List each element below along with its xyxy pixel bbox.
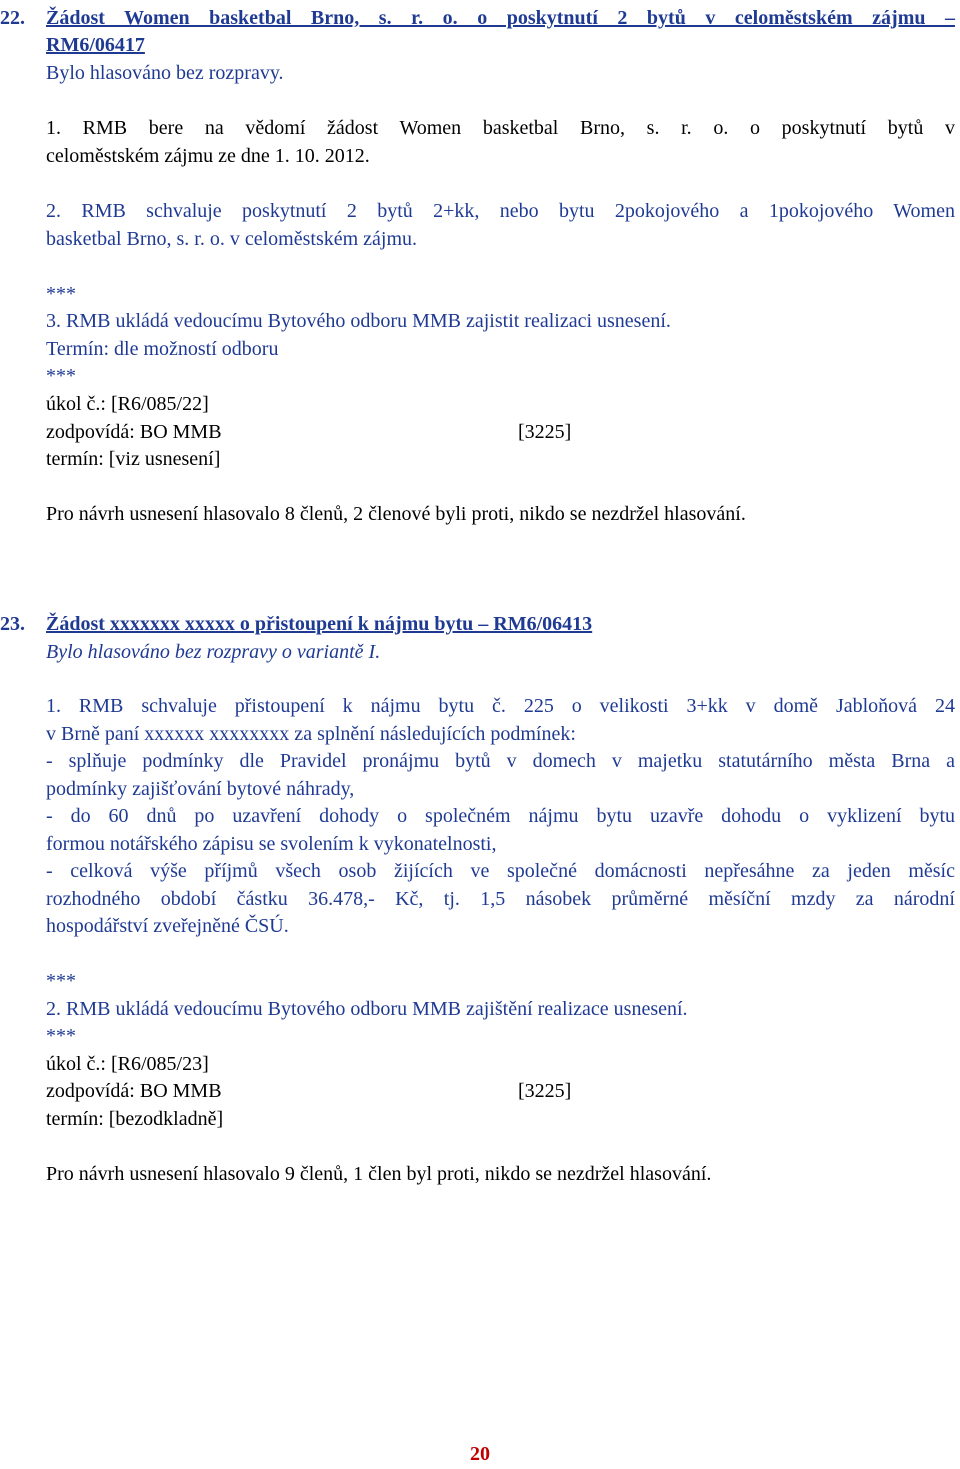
item-23-responsible-label: zodpovídá: BO MMB — [46, 1080, 222, 1102]
item-22-point-1-line-2: celoměstském zájmu ze dne 1. 10. 2012. — [46, 145, 370, 167]
item-23-separator-2: *** — [46, 1025, 76, 1047]
item-22-separator-1: *** — [46, 283, 76, 305]
item-23-separator-1: *** — [46, 970, 76, 992]
item-22-heading-line-1: Žádost Women basketbal Brno, s. r. o. o poskytnutí 2 bytů v celoměstském zájmu – — [46, 7, 955, 29]
item-23-responsible-code: [3225] — [518, 1080, 572, 1102]
item-23-task-id: úkol č.: [R6/085/23] — [46, 1053, 209, 1075]
item-22-responsible-code: [3225] — [518, 421, 572, 443]
item-23-body-line: v Brně paní xxxxxx xxxxxxxx za splnění následujících podmínek: — [46, 723, 576, 745]
item-22-heading-line-2: RM6/06417 — [46, 34, 145, 56]
item-22-point-2-line-2: basketbal Brno, s. r. o. v celoměstském zájmu. — [46, 228, 418, 250]
item-23-task-deadline: termín: [bezodkladně] — [46, 1108, 224, 1130]
item-23-number: 23. — [0, 613, 25, 635]
item-23-body-line: - celková výše příjmů všech osob žijících ve společné domácnosti nepřesáhne za jeden měsíc — [46, 860, 955, 882]
item-23-body-line: formou notářského zápisu se svolením k vykonatelnosti, — [46, 833, 497, 855]
item-22-task-deadline: termín: [viz usnesení] — [46, 448, 221, 470]
item-23-body-line: rozhodného období částku 36.478,- Kč, tj. 1,5 násobek průměrné měsíční mzdy za národní — [46, 888, 955, 910]
item-23-body-line: 1. RMB schvaluje přistoupení k nájmu bytu č. 225 o velikosti 3+kk v domě Jabloňová 24 — [46, 695, 955, 717]
item-22-number: 22. — [0, 7, 25, 29]
item-22-separator-2: *** — [46, 365, 76, 387]
item-23-body-line: - splňuje podmínky dle Pravidel pronájmu bytů v domech v majetku statutárního města Brna a — [46, 750, 955, 772]
item-22-point-2-line-1: 2. RMB schvaluje poskytnutí 2 bytů 2+kk, nebo bytu 2pokojového a 1pokojového Women — [46, 200, 955, 222]
item-22-deadline-note: Termín: dle možností odboru — [46, 338, 279, 360]
item-22-point-3: 3. RMB ukládá vedoucímu Bytového odboru MMB zajistit realizaci usnesení. — [46, 310, 671, 332]
item-22-voting-note: Bylo hlasováno bez rozpravy. — [46, 62, 284, 84]
item-23-point-2: 2. RMB ukládá vedoucímu Bytového odboru MMB zajištění realizace usnesení. — [46, 998, 688, 1020]
item-23-vote-result: Pro návrh usnesení hlasovalo 9 členů, 1 člen byl proti, nikdo se nezdržel hlasování. — [46, 1163, 712, 1185]
item-23-responsible — [46, 1079, 572, 1103]
item-23-voting-note: Bylo hlasováno bez rozpravy o variantě I. — [46, 641, 381, 663]
item-22-vote-result: Pro návrh usnesení hlasovalo 8 členů, 2 členové byli proti, nikdo se nezdržel hlasování. — [46, 503, 746, 525]
item-23-body-line: hospodářství zveřejněné ČSÚ. — [46, 915, 289, 937]
item-23-heading-text: Žádost xxxxxxx xxxxx o přistoupení k nájmu bytu – RM6/06413 — [46, 613, 593, 635]
item-22-responsible — [46, 420, 572, 444]
item-22-responsible-label: zodpovídá: BO MMB — [46, 421, 222, 443]
item-22-task-id: úkol č.: [R6/085/22] — [46, 393, 209, 415]
item-23-body-line: podmínky zajišťování bytové náhrady, — [46, 778, 355, 800]
page-number: 20 — [470, 1443, 490, 1465]
item-22-point-1-line-1: 1. RMB bere na vědomí žádost Women basketbal Brno, s. r. o. o poskytnutí bytů v — [46, 117, 955, 139]
item-23-body-line: - do 60 dnů po uzavření dohody o společném nájmu bytu uzavře dohodu o vyklizení bytu — [46, 805, 955, 827]
